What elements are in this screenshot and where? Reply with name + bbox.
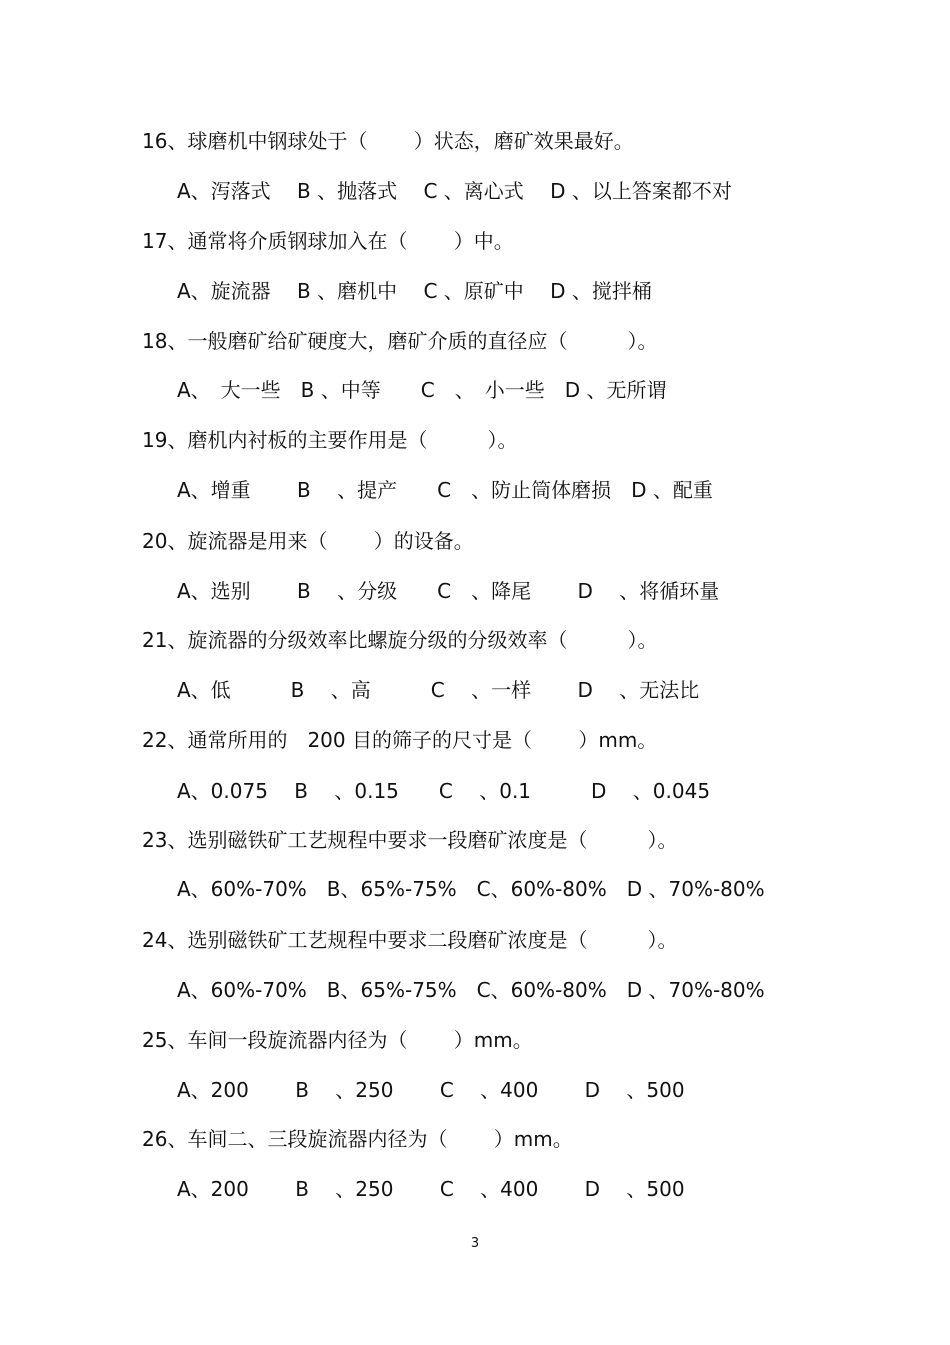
- question-24: 24、选别磁铁矿工艺规程中要求二段磨矿浓度是（ ）。: [142, 928, 678, 952]
- question-25: 25、车间一段旋流器内径为（ ）mm。: [142, 1028, 533, 1052]
- options-23: A、60%-70% B、65%-75% C、60%-80% D 、70%-80%: [177, 877, 765, 901]
- options-21: A、低 B 、高 C 、一样 D 、无法比: [177, 678, 700, 702]
- options-16: A、泻落式 B 、抛落式 C 、离心式 D 、以上答案都不对: [177, 179, 732, 203]
- question-20: 20、旋流器是用来（ ）的设备。: [142, 529, 474, 553]
- options-18: A、 大一些 B 、中等 C 、 小一些 D 、无所谓: [177, 378, 667, 402]
- question-17: 17、通常将介质钢球加入在（ ）中。: [142, 229, 514, 253]
- options-25: A、200 B 、250 C 、400 D 、500: [177, 1078, 685, 1102]
- question-21: 21、旋流器的分级效率比螺旋分级的分级效率（ ）。: [142, 628, 658, 652]
- page-number: 3: [470, 1236, 480, 1251]
- options-19: A、增重 B 、提产 C 、防止筒体磨损 D 、配重: [177, 478, 713, 502]
- question-18: 18、一般磨矿给矿硬度大，磨矿介质的直径应（ ）。: [142, 329, 658, 353]
- question-22: 22、通常所用的 200 目的筛子的尺寸是（ ）mm。: [142, 728, 658, 752]
- options-22: A、0.075 B 、0.15 C 、0.1 D 、0.045: [177, 779, 711, 803]
- question-19: 19、磨机内衬板的主要作用是（ ）。: [142, 428, 518, 452]
- options-26: A、200 B 、250 C 、400 D 、500: [177, 1177, 685, 1201]
- question-26: 26、车间二、三段旋流器内径为（ ）mm。: [142, 1127, 573, 1151]
- question-16: 16、球磨机中钢球处于（ ）状态，磨矿效果最好。: [142, 129, 634, 153]
- question-23: 23、选别磁铁矿工艺规程中要求一段磨矿浓度是（ ）。: [142, 828, 678, 852]
- options-20: A、选别 B 、分级 C 、降尾 D 、将循环量: [177, 579, 720, 603]
- options-24: A、60%-70% B、65%-75% C、60%-80% D 、70%-80%: [177, 978, 765, 1002]
- options-17: A、旋流器 B 、磨机中 C 、原矿中 D 、搅拌桶: [177, 279, 652, 303]
